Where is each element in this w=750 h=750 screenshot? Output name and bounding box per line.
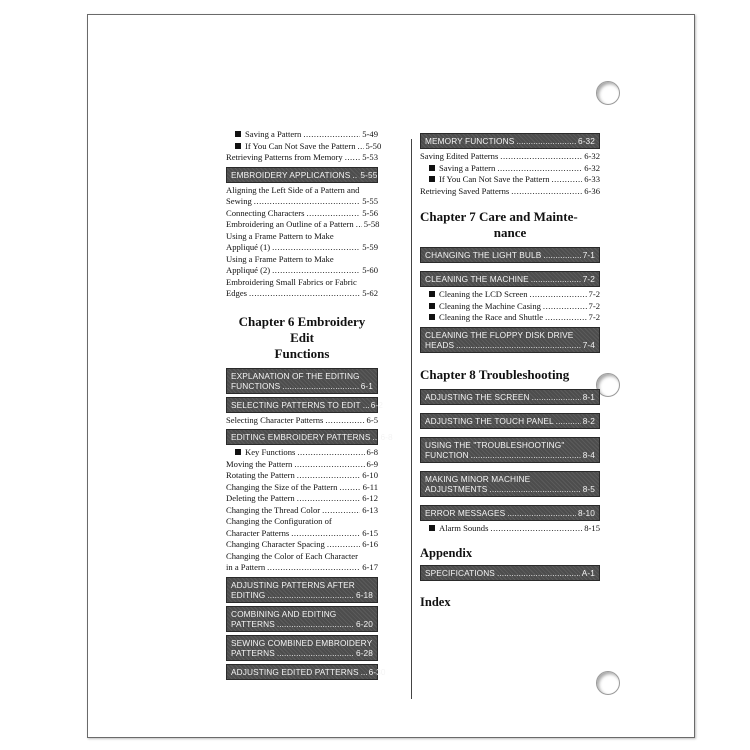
toc-entry[interactable]: If You Can Not Save the Pattern ..... 6-33 [420,174,600,186]
toc-entry[interactable]: Saving a Pattern ..... 5-49 [226,129,378,141]
bullet-icon [235,131,241,137]
section-bar-embroidery-applications[interactable]: EMBROIDERY APPLICATIONS ..... 5-55 [226,167,378,183]
section-bar-floppy[interactable]: CLEANING THE FLOPPY DISK DRIVE HEADS ..... 7-4 [420,327,600,353]
toc-entry-line: Changing the Configuration of [226,516,332,526]
toc-entry[interactable]: Character Patterns ..... 6-15 [226,528,378,540]
toc-entry[interactable]: Key Functions ..... 6-8 [226,447,378,459]
section-bar-explanation[interactable]: EXPLANATION OF THE EDITING FUNCTIONS ..... 6-1 [226,368,378,394]
section-bar-specifications[interactable]: SPECIFICATIONS ..... A-1 [420,565,600,581]
toc-entry[interactable]: Connecting Characters ..... 5-56 [226,208,378,220]
chapter-8-heading: Chapter 8 Troubleshooting [420,366,570,382]
chapter-7-heading: Chapter 7 Care and Mainte- nance [420,209,578,240]
index-heading[interactable]: Index [420,595,451,609]
column-divider [411,139,412,699]
binder-hole-top [596,81,620,105]
toc-entry-line: Aligning the Left Side of a Pattern and [226,184,360,195]
toc-entry[interactable]: Changing Character Spacing ..... 6-16 [226,539,378,551]
section-bar-adjusting-edited[interactable]: ADJUSTING EDITED PATTERNS ..... 6-30 [226,664,378,680]
toc-entry[interactable]: Cleaning the LCD Screen ..... 7-2 [420,289,600,301]
toc-entry[interactable]: in a Pattern ..... 6-17 [226,562,378,574]
toc-entry[interactable]: Saving a Pattern ..... 6-32 [420,163,600,175]
toc-entry[interactable]: Changing the Size of the Pattern ..... 6-11 [226,482,378,494]
section-bar-sewing-combined[interactable]: SEWING COMBINED EMBROIDERY PATTERNS ..... 6-28 [226,635,378,661]
section-bar-selecting[interactable]: SELECTING PATTERNS TO EDIT ..... 6-2 [226,397,378,413]
section-bar-editing[interactable]: EDITING EMBROIDERY PATTERNS ..... 6-8 [226,429,378,445]
section-bar-memory[interactable]: MEMORY FUNCTIONS ..... 6-32 [420,133,600,149]
section-bar-touch-panel[interactable]: ADJUSTING THE TOUCH PANEL ..... 8-2 [420,413,600,429]
bullet-icon [235,449,241,455]
section-bar-minor-adjustments[interactable]: MAKING MINOR MACHINE ADJUSTMENTS ..... 8-5 [420,471,600,497]
toc-left-column [226,129,393,682]
toc-entry[interactable]: Cleaning the Machine Casing ..... 7-2 [420,301,600,313]
toc-entry[interactable]: Retrieving Saved Patterns ..... 6-36 [420,186,600,198]
toc-entry[interactable]: Retrieving Patterns from Memory ..... 5-53 [226,152,378,164]
section-bar-adjusting-after-editing[interactable]: ADJUSTING PATTERNS AFTER EDITING ..... 6-18 [226,577,378,603]
section-bar-light-bulb[interactable]: CHANGING THE LIGHT BULB ..... 7-1 [420,247,600,263]
section-bar-troubleshooting-function[interactable]: USING THE "TROUBLESHOOTING" FUNCTION ..... 8-4 [420,437,600,463]
toc-entry-line: Changing the Color of Each Character [226,550,358,561]
toc-entry-line: Using a Frame Pattern to Make [226,230,334,241]
manual-page [87,14,695,738]
bullet-icon [235,143,241,149]
section-bar-error-messages[interactable]: ERROR MESSAGES ..... 8-10 [420,505,600,521]
toc-entry-line: Using a Frame Pattern to Make [226,253,334,264]
bullet-icon [429,314,435,320]
toc-entry[interactable]: Deleting the Pattern ..... 6-12 [226,493,378,505]
toc-entry[interactable]: Embroidering an Outline of a Pattern ..... 5-58 [226,219,378,231]
chapter-6-heading: Chapter 6 Embroidery Edit Functions [238,313,366,361]
toc-entry[interactable]: Appliqué (1) ..... 5-59 [226,242,378,254]
bullet-icon [429,525,435,531]
bullet-icon [429,291,435,297]
toc-entry[interactable]: Selecting Character Patterns ..... 6-5 [226,415,378,427]
section-bar-combining[interactable]: COMBINING AND EDITING PATTERNS ..... 6-20 [226,606,378,632]
toc-right-column [420,131,600,614]
section-bar-adjusting-screen[interactable]: ADJUSTING THE SCREEN ..... 8-1 [420,389,600,405]
toc-entry[interactable]: Saving Edited Patterns ..... 6-32 [420,151,600,163]
toc-entry-line: Embroidering Small Fabrics or Fabric [226,276,357,287]
toc-entry[interactable]: Appliqué (2) ..... 5-60 [226,265,378,277]
toc-entry[interactable]: Alarm Sounds ..... 8-15 [420,523,600,535]
toc-entry[interactable]: Sewing ..... 5-55 [226,196,378,208]
binder-hole-bottom [596,671,620,695]
bullet-icon [429,303,435,309]
toc-entry[interactable]: Moving the Pattern ..... 6-9 [226,459,378,471]
bullet-icon [429,176,435,182]
toc-entry[interactable]: Rotating the Pattern ..... 6-10 [226,470,378,482]
toc-entry[interactable]: If You Can Not Save the Pattern ..... 5-50 [226,141,378,153]
bullet-icon [429,165,435,171]
toc-entry[interactable]: Changing the Thread Color ..... 6-13 [226,505,378,517]
appendix-heading: Appendix [420,546,473,560]
toc-entry[interactable]: Cleaning the Race and Shuttle ..... 7-2 [420,312,600,324]
section-bar-cleaning[interactable]: CLEANING THE MACHINE ..... 7-2 [420,271,600,287]
toc-entry[interactable]: Edges ..... 5-62 [226,288,378,300]
